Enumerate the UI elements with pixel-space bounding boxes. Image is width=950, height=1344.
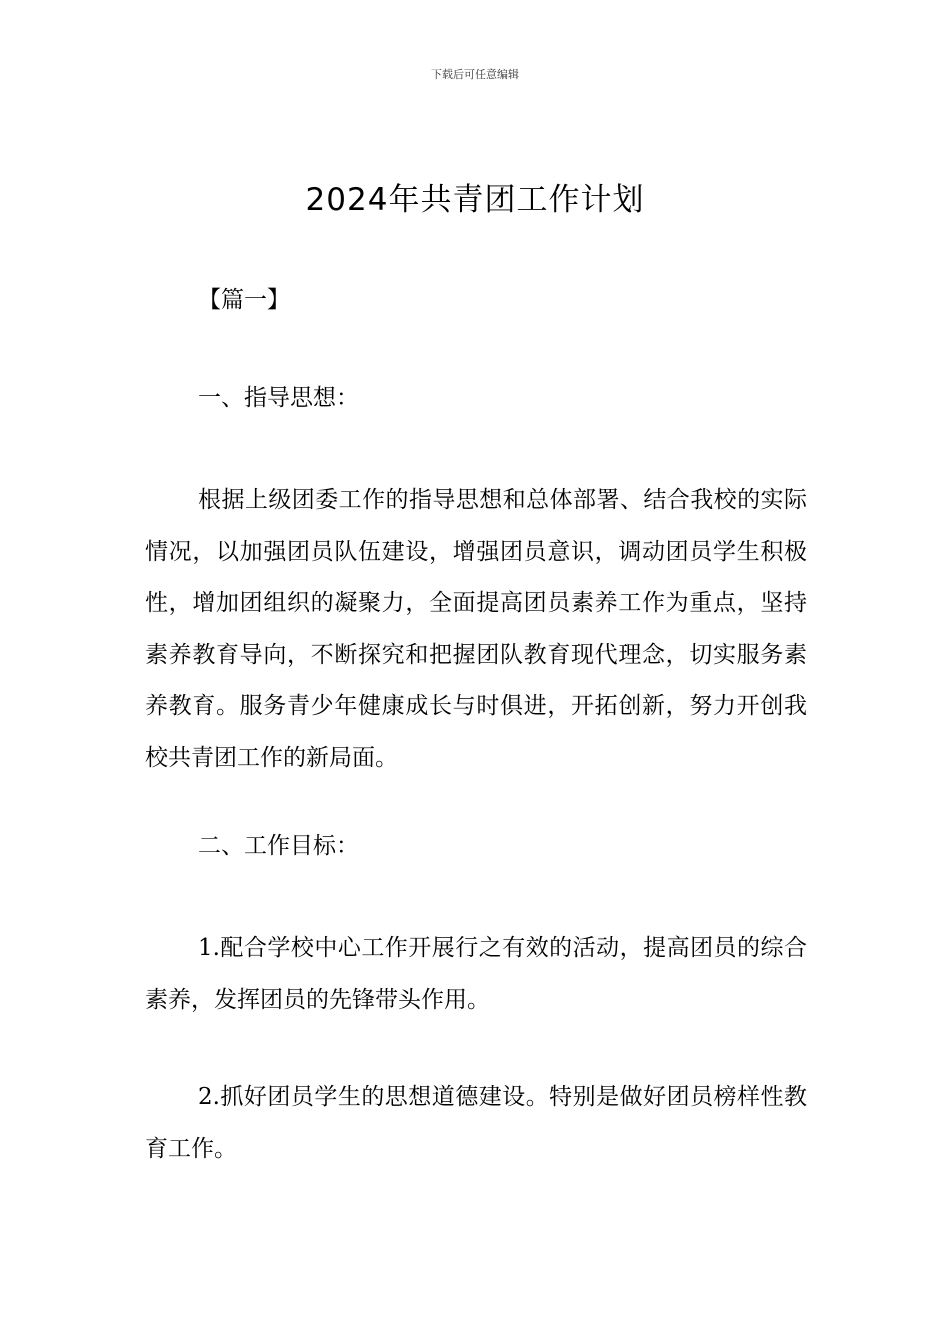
document-title: 2024年共青团工作计划	[305, 182, 645, 218]
heading-guiding-thought: 一、指导思想：	[198, 385, 359, 411]
goal-item-2: 2.抓好团员学生的思想道德建设。特别是做好团员榜样性教育工作。	[145, 1084, 807, 1162]
goal-item-1: 1.配合学校中心工作开展行之有效的活动，提高团员的综合素养，发挥团员的先锋带头作用。	[145, 935, 807, 1013]
section-tag: 【篇一】	[198, 287, 290, 313]
heading-work-goals: 二、工作目标：	[198, 833, 359, 859]
paragraph-guiding-thought: 根据上级团委工作的指导思想和总体部署、结合我校的实际情况，以加强团员队伍建设，增强团员意识，调动团员学生积极性，增加团组织的凝聚力，全面提高团员素养工作为重点，坚持素养教育导向，不断探究和把握团队教育现代理念，切实服务素养教育。服务青少年健康成长与时俱进，开拓创新，努力开创我校共青团工作的新局面。	[145, 487, 807, 771]
page-header-note: 下载后可任意编辑	[431, 68, 519, 81]
